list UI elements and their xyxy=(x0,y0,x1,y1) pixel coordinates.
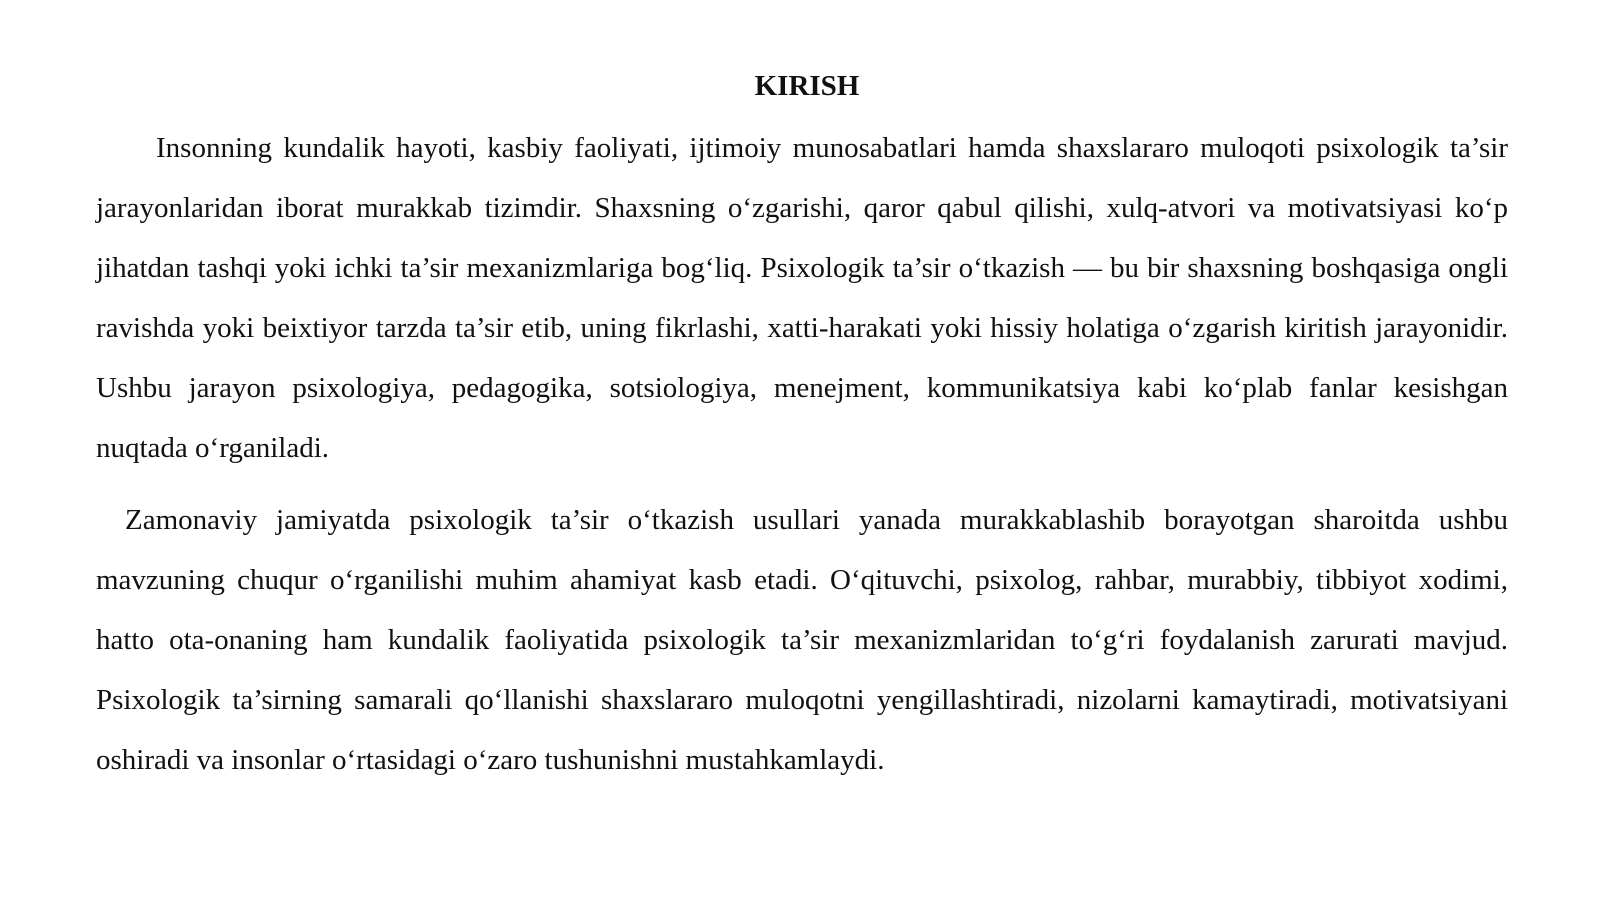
paragraph-introduction: Insonning kundalik hayoti, kasbiy faoliyati, ijtimoiy munosabatlari hamda shaxslararo muloqoti psixologik ta’sir jarayonlaridan iborat murakkab tizimdir. Shaxsning o‘zgarishi, qaror qabul qilishi, xulq-atvori va motivatsiyasi ko‘p jihatdan tashqi yoki ichki ta’sir mexanizmlariga bog‘liq. Psixologik ta’sir o‘tkazish — bu bir shaxsning boshqasiga ongli ravishda yoki beixtiyor tarzda ta’sir etib, uning fikrlashi, xatti-harakati yoki hissiy holatiga o‘zgarish kiritish jarayonidir. Ushbu jarayon psixologiya, pedagogika, sotsiologiya, menejment, kommunikatsiya kabi ko‘plab fanlar kesishgan nuqtada o‘rganiladi. xyxy=(96,132,1508,464)
section-heading: KIRISH xyxy=(754,70,860,102)
document-page xyxy=(96,64,1508,790)
paragraph-relevance: Zamonaviy jamiyatda psixologik ta’sir o‘tkazish usullari yanada murakkablashib borayotgan sharoitda ushbu mavzuning chuqur o‘rganilishi muhim ahamiyat kasb etadi. O‘qituvchi, psixolog, rahbar, murabbiy, tibbiyot xodimi, hatto ota-onaning ham kundalik faoliyatida psixologik ta’sir mexanizmlaridan to‘g‘ri foydalanish zarurati mavjud. Psixologik ta’sirning samarali qo‘llanishi shaxslararo muloqotni yengillashtiradi, nizolarni kamaytiradi, motivatsiyani oshiradi va insonlar o‘rtasidagi o‘zaro tushunishni mustahkamlaydi. xyxy=(96,504,1508,776)
